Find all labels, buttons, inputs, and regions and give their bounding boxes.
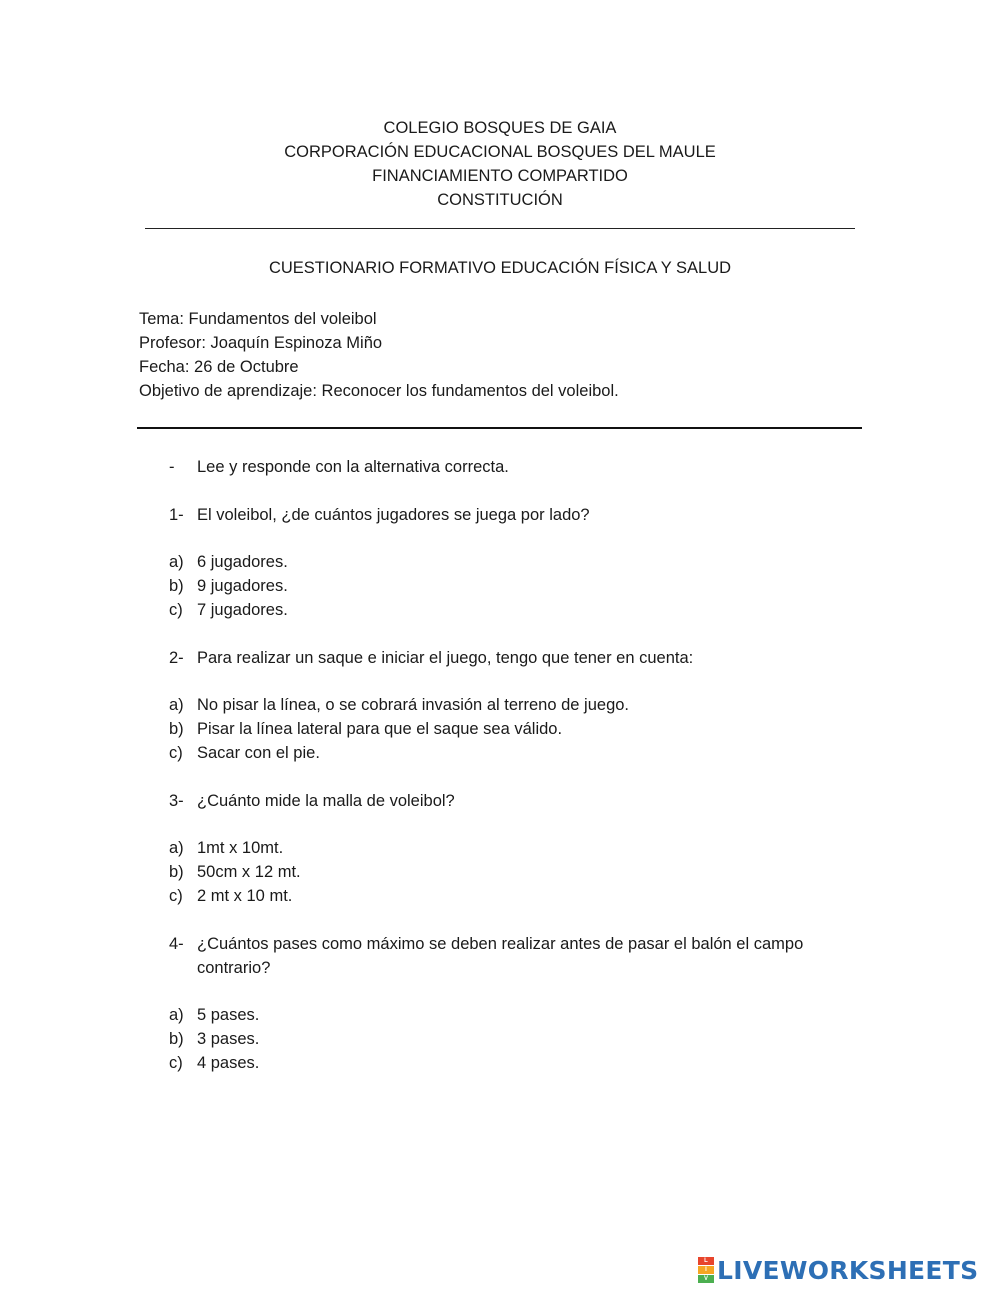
- option-3b[interactable]: [169, 860, 301, 884]
- option-2b[interactable]: [169, 717, 562, 741]
- option-text: Sacar con el pie.: [197, 744, 320, 762]
- question-text: ¿Cuántos pases como máximo se deben realizar antes de pasar el balón el campo contrario?: [197, 935, 804, 977]
- option-letter: a): [169, 1006, 184, 1024]
- question-1: [169, 503, 590, 527]
- option-letter: a): [169, 553, 184, 571]
- instruction: [169, 455, 509, 479]
- option-letter: b): [169, 863, 184, 881]
- quiz-title: CUESTIONARIO FORMATIVO EDUCACIÓN FÍSICA Y SALUD: [268, 259, 732, 277]
- objective-line: Objetivo de aprendizaje: Reconocer los fundamentos del voleibol.: [139, 382, 619, 400]
- option-letter: b): [169, 720, 184, 738]
- option-text: 7 jugadores.: [197, 601, 288, 619]
- option-1c[interactable]: [169, 598, 288, 622]
- option-text: 2 mt x 10 mt.: [197, 887, 293, 905]
- option-1a[interactable]: [169, 550, 288, 574]
- option-text: No pisar la línea, o se cobrará invasión al terreno de juego.: [197, 696, 630, 714]
- option-text: Pisar la línea lateral para que el saque sea válido.: [197, 720, 563, 738]
- option-text: 4 pases.: [197, 1054, 260, 1072]
- option-letter: a): [169, 696, 184, 714]
- option-letter: b): [169, 1030, 184, 1048]
- option-3c[interactable]: [169, 884, 292, 908]
- question-4: [169, 932, 859, 980]
- logo-block-v: V: [698, 1275, 714, 1283]
- question-number: 1-: [169, 506, 184, 524]
- teacher-line: Profesor: Joaquín Espinoza Miño: [139, 334, 383, 352]
- topic-line: Tema: Fundamentos del voleibol: [139, 310, 377, 328]
- logo-block-i: I: [698, 1266, 714, 1274]
- option-text: 50cm x 12 mt.: [197, 863, 301, 881]
- option-4b[interactable]: [169, 1027, 259, 1051]
- instruction-text: Lee y responde con la alternativa correcta.: [197, 458, 509, 476]
- school-header: [0, 116, 1000, 212]
- option-letter: c): [169, 601, 183, 619]
- option-text: 1mt x 10mt.: [197, 839, 284, 857]
- option-text: 6 jugadores.: [197, 553, 288, 571]
- logo-text: LIVEWORKSHEETS: [717, 1256, 979, 1285]
- header-divider: [145, 228, 855, 229]
- option-letter: c): [169, 887, 183, 905]
- option-text: 5 pases.: [197, 1006, 260, 1024]
- question-text: El voleibol, ¿de cuántos jugadores se juega por lado?: [197, 506, 590, 524]
- instruction-marker: -: [169, 458, 175, 476]
- question-number: 4-: [169, 935, 184, 953]
- financing-type: FINANCIAMIENTO COMPARTIDO: [372, 167, 628, 185]
- question-2: [169, 646, 693, 670]
- option-1b[interactable]: [169, 574, 288, 598]
- logo-block-l: L: [698, 1257, 714, 1265]
- option-text: 3 pases.: [197, 1030, 260, 1048]
- question-number: 3-: [169, 792, 184, 810]
- info-divider: [137, 427, 862, 429]
- option-4c[interactable]: [169, 1051, 259, 1075]
- corporation-name: CORPORACIÓN EDUCACIONAL BOSQUES DEL MAULE: [284, 143, 716, 161]
- question-text: Para realizar un saque e iniciar el juego, tengo que tener en cuenta:: [197, 649, 694, 667]
- option-letter: b): [169, 577, 184, 595]
- option-4a[interactable]: [169, 1003, 259, 1027]
- option-2c[interactable]: [169, 741, 320, 765]
- option-letter: c): [169, 1054, 183, 1072]
- option-text: 9 jugadores.: [197, 577, 288, 595]
- question-text: ¿Cuánto mide la malla de voleibol?: [197, 792, 455, 810]
- city-name: CONSTITUCIÓN: [437, 191, 563, 209]
- option-letter: a): [169, 839, 184, 857]
- option-3a[interactable]: [169, 836, 283, 860]
- school-name: COLEGIO BOSQUES DE GAIA: [383, 119, 617, 137]
- question-3: [169, 789, 455, 813]
- question-number: 2-: [169, 649, 184, 667]
- option-2a[interactable]: [169, 693, 629, 717]
- option-letter: c): [169, 744, 183, 762]
- liveworksheets-logo[interactable]: [698, 1256, 978, 1285]
- logo-mark-icon: [698, 1257, 714, 1284]
- quiz-info: [139, 307, 619, 403]
- date-line: Fecha: 26 de Octubre: [139, 358, 299, 376]
